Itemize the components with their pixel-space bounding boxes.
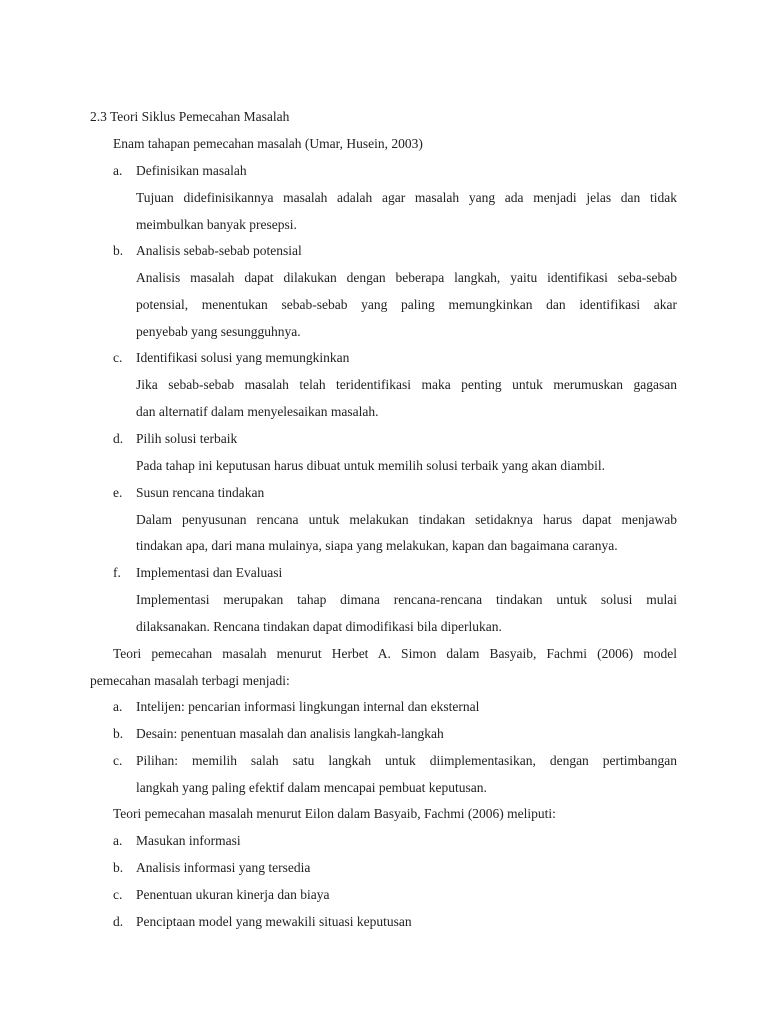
list-marker: a. — [113, 699, 123, 714]
list-marker: a. — [113, 163, 123, 178]
list-marker: d. — [113, 431, 124, 446]
stage-title: Susun rencana tindakan — [136, 485, 265, 500]
list-item-text: Intelijen: pencarian informasi lingkungan internal dan eksternal — [136, 699, 480, 714]
intro-text: Enam tahapan pemecahan masalah (Umar, Husein, 2003) — [113, 136, 423, 151]
list-item-text: Desain: penentuan masalah dan analisis langkah-langkah — [136, 726, 444, 741]
stage-text-line: Analisis masalah dapat dilakukan dengan beberapa langkah, yaitu identifikasi seba-sebab — [136, 270, 677, 285]
stage-text-line: potensial, menentukan sebab-sebab yang paling memungkinkan dan identifikasi akar — [136, 297, 677, 312]
list-marker: b. — [113, 243, 124, 258]
stage-text-line: Tujuan didefinisikannya masalah adalah agar masalah yang ada menjadi jelas dan tidak — [136, 190, 677, 205]
list-marker: a. — [113, 833, 123, 848]
stage-text-line: dilaksanakan. Rencana tindakan dapat dimodifikasi bila diperlukan. — [136, 619, 502, 634]
stage-title: Pilih solusi terbaik — [136, 431, 238, 446]
list-item-text: Penciptaan model yang mewakili situasi keputusan — [136, 914, 412, 929]
paragraph-line: pemecahan masalah terbagi menjadi: — [90, 673, 290, 688]
paragraph-line: Teori pemecahan masalah menurut Herbet A. Simon dalam Basyaib, Fachmi (2006) model — [113, 646, 677, 661]
stage-text-line: dan alternatif dalam menyelesaikan masalah. — [136, 404, 379, 419]
stage-title: Analisis sebab-sebab potensial — [136, 243, 302, 258]
list-marker: c. — [113, 350, 123, 365]
stage-text-line: Dalam penyusunan rencana untuk melakukan tindakan setidaknya harus dapat menjawab — [136, 512, 677, 527]
list-marker: b. — [113, 860, 124, 875]
stage-text-line: meimbulkan banyak presepsi. — [136, 217, 297, 232]
list-marker: c. — [113, 753, 123, 768]
list-item-text: langkah yang paling efektif dalam mencapai pembuat keputusan. — [136, 780, 487, 795]
list-marker: f. — [113, 565, 121, 580]
paragraph-line: Teori pemecahan masalah menurut Eilon dalam Basyaib, Fachmi (2006) meliputi: — [113, 806, 556, 821]
list-marker: d. — [113, 914, 124, 929]
stage-text-line: Pada tahap ini keputusan harus dibuat untuk memilih solusi terbaik yang akan diambil. — [136, 458, 606, 473]
list-marker: b. — [113, 726, 124, 741]
list-item-text: Pilihan: memilih salah satu langkah untuk diimplementasikan, dengan pertimbangan — [136, 753, 677, 768]
list-item-text: Analisis informasi yang tersedia — [136, 860, 311, 875]
stage-title: Identifikasi solusi yang memungkinkan — [136, 350, 350, 365]
list-marker: e. — [113, 485, 123, 500]
stage-text-line: penyebab yang sesungguhnya. — [136, 324, 301, 339]
list-item-text: Masukan informasi — [136, 833, 241, 848]
stage-text-line: Jika sebab-sebab masalah telah teridentifikasi maka penting untuk merumuskan gagasan — [136, 377, 677, 392]
stage-title: Implementasi dan Evaluasi — [136, 565, 283, 580]
stage-text-line: tindakan apa, dari mana mulainya, siapa yang melakukan, kapan dan bagaimana caranya. — [136, 538, 618, 553]
section-heading: 2.3 Teori Siklus Pemecahan Masalah — [90, 109, 290, 124]
stage-title: Definisikan masalah — [136, 163, 247, 178]
list-marker: c. — [113, 887, 123, 902]
list-item-text: Penentuan ukuran kinerja dan biaya — [136, 887, 330, 902]
stage-text-line: Implementasi merupakan tahap dimana rencana-rencana tindakan untuk solusi mulai — [136, 592, 677, 607]
